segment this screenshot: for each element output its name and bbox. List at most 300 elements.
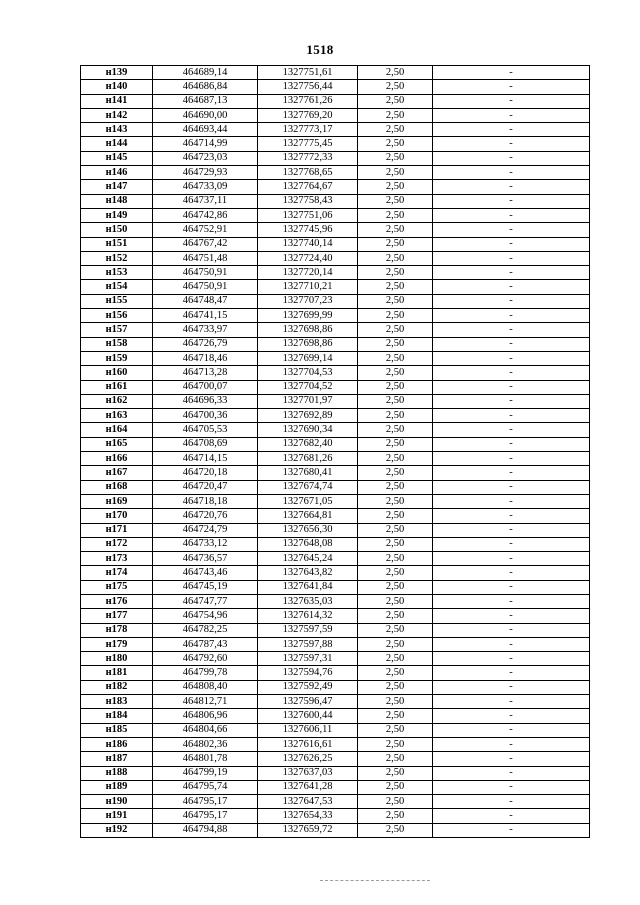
point-id-cell: н189 <box>81 780 153 794</box>
x-coord-cell: 464718,18 <box>153 494 258 508</box>
error-cell: 2,50 <box>358 309 433 323</box>
note-cell: - <box>433 337 590 351</box>
point-id-cell: н181 <box>81 666 153 680</box>
table-row <box>81 666 590 680</box>
note-cell: - <box>433 723 590 737</box>
y-coord-cell: 1327773,17 <box>258 123 358 137</box>
point-id-cell: н155 <box>81 294 153 308</box>
x-coord-cell: 464696,33 <box>153 394 258 408</box>
y-coord-cell: 1327764,67 <box>258 180 358 194</box>
note-cell: - <box>433 437 590 451</box>
point-id-cell: н167 <box>81 466 153 480</box>
point-id-cell: н173 <box>81 552 153 566</box>
y-coord-cell: 1327641,28 <box>258 780 358 794</box>
y-coord-cell: 1327643,82 <box>258 566 358 580</box>
table-row <box>81 108 590 122</box>
y-coord-cell: 1327606,11 <box>258 723 358 737</box>
table-row <box>81 337 590 351</box>
table-row <box>81 752 590 766</box>
table-row <box>81 437 590 451</box>
note-cell: - <box>433 123 590 137</box>
error-cell: 2,50 <box>358 695 433 709</box>
x-coord-cell: 464754,96 <box>153 609 258 623</box>
point-id-cell: н172 <box>81 537 153 551</box>
point-id-cell: н140 <box>81 80 153 94</box>
note-cell: - <box>433 66 590 80</box>
x-coord-cell: 464795,17 <box>153 809 258 823</box>
error-cell: 2,50 <box>358 294 433 308</box>
note-cell: - <box>433 208 590 222</box>
y-coord-cell: 1327698,86 <box>258 337 358 351</box>
error-cell: 2,50 <box>358 723 433 737</box>
y-coord-cell: 1327772,33 <box>258 151 358 165</box>
y-coord-cell: 1327616,61 <box>258 737 358 751</box>
coordinates-table-body <box>81 66 590 838</box>
table-row <box>81 452 590 466</box>
y-coord-cell: 1327769,20 <box>258 108 358 122</box>
x-coord-cell: 464713,28 <box>153 366 258 380</box>
error-cell: 2,50 <box>358 237 433 251</box>
note-cell: - <box>433 623 590 637</box>
point-id-cell: н178 <box>81 623 153 637</box>
x-coord-cell: 464726,79 <box>153 337 258 351</box>
point-id-cell: н180 <box>81 652 153 666</box>
note-cell: - <box>433 652 590 666</box>
error-cell: 2,50 <box>358 180 433 194</box>
error-cell: 2,50 <box>358 766 433 780</box>
error-cell: 2,50 <box>358 94 433 108</box>
error-cell: 2,50 <box>358 151 433 165</box>
note-cell: - <box>433 480 590 494</box>
note-cell: - <box>433 194 590 208</box>
table-row <box>81 194 590 208</box>
y-coord-cell: 1327637,03 <box>258 766 358 780</box>
x-coord-cell: 464808,40 <box>153 680 258 694</box>
y-coord-cell: 1327699,99 <box>258 309 358 323</box>
scan-artifact-line <box>320 880 430 881</box>
point-id-cell: н141 <box>81 94 153 108</box>
note-cell: - <box>433 223 590 237</box>
table-row <box>81 480 590 494</box>
y-coord-cell: 1327768,65 <box>258 166 358 180</box>
x-coord-cell: 464752,91 <box>153 223 258 237</box>
note-cell: - <box>433 80 590 94</box>
table-row <box>81 695 590 709</box>
x-coord-cell: 464693,44 <box>153 123 258 137</box>
note-cell: - <box>433 394 590 408</box>
note-cell: - <box>433 108 590 122</box>
x-coord-cell: 464700,07 <box>153 380 258 394</box>
table-row <box>81 266 590 280</box>
y-coord-cell: 1327597,59 <box>258 623 358 637</box>
note-cell: - <box>433 680 590 694</box>
point-id-cell: н160 <box>81 366 153 380</box>
table-row <box>81 766 590 780</box>
x-coord-cell: 464708,69 <box>153 437 258 451</box>
coordinates-table <box>80 65 590 838</box>
y-coord-cell: 1327597,88 <box>258 637 358 651</box>
note-cell: - <box>433 695 590 709</box>
y-coord-cell: 1327656,30 <box>258 523 358 537</box>
y-coord-cell: 1327690,34 <box>258 423 358 437</box>
error-cell: 2,50 <box>358 780 433 794</box>
y-coord-cell: 1327704,53 <box>258 366 358 380</box>
point-id-cell: н191 <box>81 809 153 823</box>
note-cell: - <box>433 366 590 380</box>
point-id-cell: н170 <box>81 509 153 523</box>
note-cell: - <box>433 266 590 280</box>
error-cell: 2,50 <box>358 480 433 494</box>
x-coord-cell: 464794,88 <box>153 823 258 837</box>
point-id-cell: н163 <box>81 409 153 423</box>
table-row <box>81 466 590 480</box>
point-id-cell: н152 <box>81 251 153 265</box>
y-coord-cell: 1327680,41 <box>258 466 358 480</box>
y-coord-cell: 1327647,53 <box>258 795 358 809</box>
error-cell: 2,50 <box>358 452 433 466</box>
point-id-cell: н166 <box>81 452 153 466</box>
x-coord-cell: 464720,18 <box>153 466 258 480</box>
note-cell: - <box>433 780 590 794</box>
x-coord-cell: 464718,46 <box>153 351 258 365</box>
error-cell: 2,50 <box>358 223 433 237</box>
x-coord-cell: 464782,25 <box>153 623 258 637</box>
y-coord-cell: 1327740,14 <box>258 237 358 251</box>
point-id-cell: н142 <box>81 108 153 122</box>
x-coord-cell: 464751,48 <box>153 251 258 265</box>
error-cell: 2,50 <box>358 351 433 365</box>
y-coord-cell: 1327720,14 <box>258 266 358 280</box>
error-cell: 2,50 <box>358 123 433 137</box>
error-cell: 2,50 <box>358 80 433 94</box>
y-coord-cell: 1327659,72 <box>258 823 358 837</box>
note-cell: - <box>433 737 590 751</box>
x-coord-cell: 464723,03 <box>153 151 258 165</box>
point-id-cell: н188 <box>81 766 153 780</box>
point-id-cell: н145 <box>81 151 153 165</box>
y-coord-cell: 1327614,32 <box>258 609 358 623</box>
x-coord-cell: 464795,74 <box>153 780 258 794</box>
note-cell: - <box>433 566 590 580</box>
x-coord-cell: 464806,96 <box>153 709 258 723</box>
x-coord-cell: 464799,78 <box>153 666 258 680</box>
error-cell: 2,50 <box>358 823 433 837</box>
table-row <box>81 409 590 423</box>
x-coord-cell: 464742,86 <box>153 208 258 222</box>
note-cell: - <box>433 294 590 308</box>
note-cell: - <box>433 795 590 809</box>
x-coord-cell: 464799,19 <box>153 766 258 780</box>
error-cell: 2,50 <box>358 466 433 480</box>
error-cell: 2,50 <box>358 552 433 566</box>
table-row <box>81 809 590 823</box>
table-row <box>81 294 590 308</box>
point-id-cell: н159 <box>81 351 153 365</box>
error-cell: 2,50 <box>358 108 433 122</box>
point-id-cell: н165 <box>81 437 153 451</box>
y-coord-cell: 1327745,96 <box>258 223 358 237</box>
x-coord-cell: 464689,14 <box>153 66 258 80</box>
y-coord-cell: 1327594,76 <box>258 666 358 680</box>
table-row <box>81 309 590 323</box>
x-coord-cell: 464745,19 <box>153 580 258 594</box>
table-row <box>81 423 590 437</box>
error-cell: 2,50 <box>358 580 433 594</box>
point-id-cell: н169 <box>81 494 153 508</box>
y-coord-cell: 1327761,26 <box>258 94 358 108</box>
x-coord-cell: 464750,91 <box>153 280 258 294</box>
point-id-cell: н162 <box>81 394 153 408</box>
error-cell: 2,50 <box>358 795 433 809</box>
table-row <box>81 280 590 294</box>
error-cell: 2,50 <box>358 137 433 151</box>
y-coord-cell: 1327626,25 <box>258 752 358 766</box>
x-coord-cell: 464714,99 <box>153 137 258 151</box>
y-coord-cell: 1327664,81 <box>258 509 358 523</box>
error-cell: 2,50 <box>358 194 433 208</box>
y-coord-cell: 1327597,31 <box>258 652 358 666</box>
y-coord-cell: 1327635,03 <box>258 594 358 608</box>
y-coord-cell: 1327682,40 <box>258 437 358 451</box>
y-coord-cell: 1327692,89 <box>258 409 358 423</box>
note-cell: - <box>433 594 590 608</box>
table-row <box>81 780 590 794</box>
y-coord-cell: 1327775,45 <box>258 137 358 151</box>
x-coord-cell: 464733,12 <box>153 537 258 551</box>
error-cell: 2,50 <box>358 323 433 337</box>
error-cell: 2,50 <box>358 280 433 294</box>
point-id-cell: н157 <box>81 323 153 337</box>
point-id-cell: н149 <box>81 208 153 222</box>
y-coord-cell: 1327641,84 <box>258 580 358 594</box>
point-id-cell: н168 <box>81 480 153 494</box>
error-cell: 2,50 <box>358 652 433 666</box>
table-row <box>81 623 590 637</box>
note-cell: - <box>433 523 590 537</box>
note-cell: - <box>433 180 590 194</box>
note-cell: - <box>433 752 590 766</box>
table-row <box>81 637 590 651</box>
x-coord-cell: 464812,71 <box>153 695 258 709</box>
table-row <box>81 80 590 94</box>
x-coord-cell: 464700,36 <box>153 409 258 423</box>
error-cell: 2,50 <box>358 437 433 451</box>
x-coord-cell: 464733,09 <box>153 180 258 194</box>
x-coord-cell: 464741,15 <box>153 309 258 323</box>
y-coord-cell: 1327592,49 <box>258 680 358 694</box>
page-number: 1518 <box>306 42 334 57</box>
table-row <box>81 394 590 408</box>
table-row <box>81 180 590 194</box>
table-row <box>81 251 590 265</box>
y-coord-cell: 1327645,24 <box>258 552 358 566</box>
point-id-cell: н164 <box>81 423 153 437</box>
x-coord-cell: 464687,13 <box>153 94 258 108</box>
table-row <box>81 723 590 737</box>
table-row <box>81 137 590 151</box>
x-coord-cell: 464736,57 <box>153 552 258 566</box>
x-coord-cell: 464690,00 <box>153 108 258 122</box>
y-coord-cell: 1327758,43 <box>258 194 358 208</box>
error-cell: 2,50 <box>358 251 433 265</box>
note-cell: - <box>433 609 590 623</box>
point-id-cell: н146 <box>81 166 153 180</box>
table-row <box>81 509 590 523</box>
error-cell: 2,50 <box>358 737 433 751</box>
table-row <box>81 795 590 809</box>
x-coord-cell: 464720,76 <box>153 509 258 523</box>
error-cell: 2,50 <box>358 494 433 508</box>
point-id-cell: н158 <box>81 337 153 351</box>
table-row <box>81 709 590 723</box>
point-id-cell: н185 <box>81 723 153 737</box>
table-row <box>81 523 590 537</box>
y-coord-cell: 1327600,44 <box>258 709 358 723</box>
point-id-cell: н139 <box>81 66 153 80</box>
error-cell: 2,50 <box>358 709 433 723</box>
y-coord-cell: 1327674,74 <box>258 480 358 494</box>
note-cell: - <box>433 823 590 837</box>
y-coord-cell: 1327698,86 <box>258 323 358 337</box>
x-coord-cell: 464686,84 <box>153 80 258 94</box>
y-coord-cell: 1327751,61 <box>258 66 358 80</box>
y-coord-cell: 1327701,97 <box>258 394 358 408</box>
error-cell: 2,50 <box>358 523 433 537</box>
x-coord-cell: 464801,78 <box>153 752 258 766</box>
table-row <box>81 594 590 608</box>
y-coord-cell: 1327681,26 <box>258 452 358 466</box>
table-row <box>81 652 590 666</box>
note-cell: - <box>433 137 590 151</box>
error-cell: 2,50 <box>358 337 433 351</box>
note-cell: - <box>433 452 590 466</box>
table-row <box>81 366 590 380</box>
table-row <box>81 823 590 837</box>
point-id-cell: н192 <box>81 823 153 837</box>
table-row <box>81 66 590 80</box>
y-coord-cell: 1327724,40 <box>258 251 358 265</box>
note-cell: - <box>433 280 590 294</box>
table-row <box>81 151 590 165</box>
error-cell: 2,50 <box>358 166 433 180</box>
x-coord-cell: 464750,91 <box>153 266 258 280</box>
note-cell: - <box>433 537 590 551</box>
x-coord-cell: 464729,93 <box>153 166 258 180</box>
error-cell: 2,50 <box>358 66 433 80</box>
table-row <box>81 237 590 251</box>
table-row <box>81 566 590 580</box>
point-id-cell: н182 <box>81 680 153 694</box>
error-cell: 2,50 <box>358 366 433 380</box>
point-id-cell: н151 <box>81 237 153 251</box>
table-row <box>81 609 590 623</box>
point-id-cell: н154 <box>81 280 153 294</box>
table-row <box>81 537 590 551</box>
x-coord-cell: 464705,53 <box>153 423 258 437</box>
point-id-cell: н186 <box>81 737 153 751</box>
point-id-cell: н184 <box>81 709 153 723</box>
x-coord-cell: 464743,46 <box>153 566 258 580</box>
table-row <box>81 323 590 337</box>
error-cell: 2,50 <box>358 380 433 394</box>
note-cell: - <box>433 309 590 323</box>
point-id-cell: н183 <box>81 695 153 709</box>
x-coord-cell: 464795,17 <box>153 795 258 809</box>
x-coord-cell: 464720,47 <box>153 480 258 494</box>
point-id-cell: н190 <box>81 795 153 809</box>
point-id-cell: н156 <box>81 309 153 323</box>
note-cell: - <box>433 552 590 566</box>
y-coord-cell: 1327710,21 <box>258 280 358 294</box>
x-coord-cell: 464804,66 <box>153 723 258 737</box>
error-cell: 2,50 <box>358 394 433 408</box>
x-coord-cell: 464792,60 <box>153 652 258 666</box>
x-coord-cell: 464787,43 <box>153 637 258 651</box>
note-cell: - <box>433 94 590 108</box>
error-cell: 2,50 <box>358 208 433 222</box>
error-cell: 2,50 <box>358 423 433 437</box>
error-cell: 2,50 <box>358 509 433 523</box>
note-cell: - <box>433 809 590 823</box>
note-cell: - <box>433 251 590 265</box>
note-cell: - <box>433 237 590 251</box>
error-cell: 2,50 <box>358 266 433 280</box>
table-row <box>81 737 590 751</box>
table-row <box>81 94 590 108</box>
point-id-cell: н187 <box>81 752 153 766</box>
error-cell: 2,50 <box>358 809 433 823</box>
x-coord-cell: 464767,42 <box>153 237 258 251</box>
point-id-cell: н179 <box>81 637 153 651</box>
x-coord-cell: 464747,77 <box>153 594 258 608</box>
error-cell: 2,50 <box>358 409 433 423</box>
table-row <box>81 680 590 694</box>
point-id-cell: н177 <box>81 609 153 623</box>
note-cell: - <box>433 666 590 680</box>
table-row <box>81 223 590 237</box>
note-cell: - <box>433 351 590 365</box>
x-coord-cell: 464748,47 <box>153 294 258 308</box>
error-cell: 2,50 <box>358 609 433 623</box>
error-cell: 2,50 <box>358 752 433 766</box>
error-cell: 2,50 <box>358 566 433 580</box>
y-coord-cell: 1327671,05 <box>258 494 358 508</box>
note-cell: - <box>433 637 590 651</box>
note-cell: - <box>433 323 590 337</box>
table-row <box>81 580 590 594</box>
y-coord-cell: 1327596,47 <box>258 695 358 709</box>
y-coord-cell: 1327751,06 <box>258 208 358 222</box>
y-coord-cell: 1327699,14 <box>258 351 358 365</box>
y-coord-cell: 1327648,08 <box>258 537 358 551</box>
point-id-cell: н153 <box>81 266 153 280</box>
x-coord-cell: 464733,97 <box>153 323 258 337</box>
point-id-cell: н144 <box>81 137 153 151</box>
note-cell: - <box>433 166 590 180</box>
table-row <box>81 166 590 180</box>
note-cell: - <box>433 709 590 723</box>
table-row <box>81 380 590 394</box>
error-cell: 2,50 <box>358 666 433 680</box>
y-coord-cell: 1327654,33 <box>258 809 358 823</box>
point-id-cell: н147 <box>81 180 153 194</box>
y-coord-cell: 1327704,52 <box>258 380 358 394</box>
x-coord-cell: 464802,36 <box>153 737 258 751</box>
note-cell: - <box>433 151 590 165</box>
error-cell: 2,50 <box>358 537 433 551</box>
table-row <box>81 494 590 508</box>
error-cell: 2,50 <box>358 623 433 637</box>
